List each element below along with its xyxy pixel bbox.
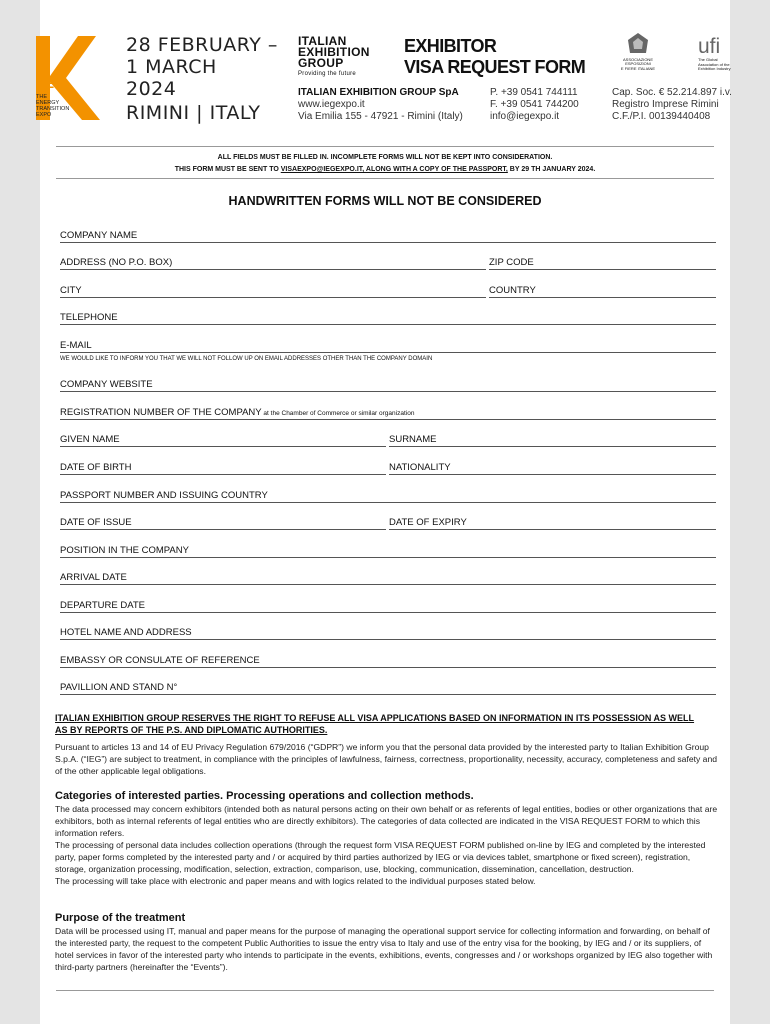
arrival-label: ARRIVAL DATE	[60, 572, 127, 583]
purpose-text: Data will be processed using IT, manual and paper means for the purpose of managing the operational support service for collecting information and forwarding, on behalf of the interested party, the request to the competent Public Authorities to issue the entry visa to Italy and use of the entry visa for the booking, by IEG and / or its suppliers, of hotel services in favor of the interested party who intends to participate in the events, exhibitions, events, congresses and / or workshops organized by IEG also together with third-party partners (hereinafter the “Events”).	[55, 926, 713, 972]
aefi-emblem-icon	[626, 32, 650, 56]
telephone-field[interactable]	[60, 324, 716, 325]
hotel-label: HOTEL NAME AND ADDRESS	[60, 627, 192, 638]
privacy-intro: Pursuant to articles 13 and 14 of EU Privacy Regulation 679/2016 (“GDPR”) we inform you that the personal data provided by the interested party to Italian Exhibition Group S.p.A. (“IEG”) are subject to treatment, in compliance with the principles of lawfulness, fairness, correctness, proportionality, necessity, accuracy, completeness and safety and of the other applicable legal obligations.	[55, 742, 718, 776]
registration-field[interactable]	[60, 419, 716, 420]
ufi-logo: ufi The Global Association of the Exhibition Industry	[698, 20, 738, 72]
visa-email-link[interactable]: VISAEXPO@IEGEXPO.IT, ALONG WITH A COPY OF THE PASSPORT,	[280, 166, 508, 173]
zip-code-label: ZIP CODE	[489, 257, 534, 268]
purpose-heading: Purpose of the treatment	[55, 912, 186, 924]
company-address-block: ITALIAN EXHIBITION GROUP SpA www.iegexpo.it Via Emilia 155 - 47921 - Rimini (Italy)	[298, 87, 463, 122]
key-logo-subtitle: THE ENERGY TRANSITION EXPO	[36, 94, 70, 118]
expiry-date-field[interactable]	[389, 529, 716, 530]
country-field[interactable]	[489, 297, 716, 298]
company-name-field[interactable]	[60, 242, 716, 243]
dob-label: DATE OF BIRTH	[60, 462, 132, 473]
zip-code-field[interactable]	[489, 269, 716, 270]
key-logo	[36, 36, 104, 125]
issue-date-field[interactable]	[60, 529, 386, 530]
email-note: WE WOULD LIKE TO INFORM YOU THAT WE WILL NOT FOLLOW UP ON EMAIL ADDRESSES OTHER THAN THE COMPANY DOMAIN	[60, 356, 433, 362]
passport-field[interactable]	[60, 502, 716, 503]
expiry-date-label: DATE OF EXPIRY	[389, 517, 467, 528]
nationality-label: NATIONALITY	[389, 462, 451, 473]
handwritten-warning: HANDWRITTEN FORMS WILL NOT BE CONSIDERED	[228, 194, 542, 208]
given-name-field[interactable]	[60, 446, 386, 447]
ieg-logo: ITALIAN EXHIBITION GROUP Providing the future	[298, 34, 370, 77]
key-logo-word: KEY	[36, 76, 63, 91]
company-registry-block: Cap. Soc. € 52.214.897 i.v. Registro Imprese Rimini C.F./P.I. 00139440408	[612, 87, 732, 122]
email-label: E-MAIL	[60, 340, 92, 351]
refusal-notice: ITALIAN EXHIBITION GROUP RESERVES THE RIGHT TO REFUSE ALL VISA APPLICATIONS BASED ON INFORMATION IN ITS POSSESSION AS WELL AS BY REPORTS OF THE P.S. AND DIPLOMATIC AUTHORITIES.	[55, 713, 695, 735]
position-label: POSITION IN THE COMPANY	[60, 545, 189, 556]
surname-field[interactable]	[389, 446, 716, 447]
departure-field[interactable]	[60, 612, 716, 613]
city-label: CITY	[60, 285, 82, 296]
event-dates: 28 FEBRUARY – 1 MARCH 2024 RIMINI | ITALY	[126, 34, 278, 124]
pavillion-label: PAVILLION AND STAND N°	[60, 682, 178, 693]
embassy-label: EMBASSY OR CONSULATE OF REFERENCE	[60, 655, 260, 666]
issue-date-label: DATE OF ISSUE	[60, 517, 132, 528]
divider	[56, 990, 714, 991]
address-label: ADDRESS (NO P.O. BOX)	[60, 257, 173, 268]
divider	[56, 178, 714, 179]
hotel-field[interactable]	[60, 639, 716, 640]
aefi-logo: ASSOCIAZIONE ESPOSIZIONI E FIERE ITALIANE	[616, 32, 660, 71]
ufi-logo-word: ufi	[698, 35, 721, 58]
company-phone-block: P. +39 0541 744111 F. +39 0541 744200 info@iegexpo.it	[490, 87, 579, 122]
surname-label: SURNAME	[389, 434, 437, 445]
telephone-label: TELEPHONE	[60, 312, 118, 323]
city-field[interactable]	[60, 297, 486, 298]
passport-label: PASSPORT NUMBER AND ISSUING COUNTRY	[60, 490, 268, 501]
email-field[interactable]	[60, 352, 716, 353]
country-label: COUNTRY	[489, 285, 536, 296]
form-title: EXHIBITOR VISA REQUEST FORM	[404, 36, 586, 77]
departure-label: DEPARTURE DATE	[60, 600, 145, 611]
website-field[interactable]	[60, 391, 716, 392]
pavillion-field[interactable]	[60, 694, 716, 695]
embassy-field[interactable]	[60, 667, 716, 668]
arrival-field[interactable]	[60, 584, 716, 585]
website-label: COMPANY WEBSITE	[60, 379, 153, 390]
form-page	[36, 0, 732, 1024]
categories-heading: Categories of interested parties. Processing operations and collection methods.	[55, 790, 474, 802]
nationality-field[interactable]	[389, 474, 716, 475]
registration-label: REGISTRATION NUMBER OF THE COMPANY at the Chamber of Commerce or similar organization	[60, 407, 415, 418]
position-field[interactable]	[60, 557, 716, 558]
categories-text: The data processed may concern exhibitors (intended both as natural persons acting on their own behalf or as referents of legal entities, bodies or other organizations that are exhibitors, both as internal referents of legal entities who are directly exhibitors). The categories of data collected are indicated in the VISA REQUEST FORM to which this information refers. The processing of personal data includes collection operations (through the request form VISA REQUEST FORM published on-line by IEG and completed by the interested party, paper forms completed by the interested party and / or acquired by third parties authorized by IEG or via devices tablet, smartphone or fixed screen), registration, storage, organization processing, modification, selection, extraction, comparison, use, blocking, communication, dissemination, cancellation, destruction. The processing will take place with electronic and paper means and with logics related to the individual purposes stated below.	[55, 804, 718, 886]
dob-field[interactable]	[60, 474, 386, 475]
notice: ALL FIELDS MUST BE FILLED IN. INCOMPLETE FORMS WILL NOT BE KEPT INTO CONSIDERATION. THIS FORM MUST BE SENT TO VISAEXPO@IEGEXPO.IT, ALONG WITH A COPY OF THE PASSPORT, BY 29 TH JANUARY 2024.	[174, 154, 596, 173]
address-field[interactable]	[60, 269, 486, 270]
given-name-label: GIVEN NAME	[60, 434, 120, 445]
company-name-label: COMPANY NAME	[60, 230, 138, 241]
divider	[56, 146, 714, 147]
